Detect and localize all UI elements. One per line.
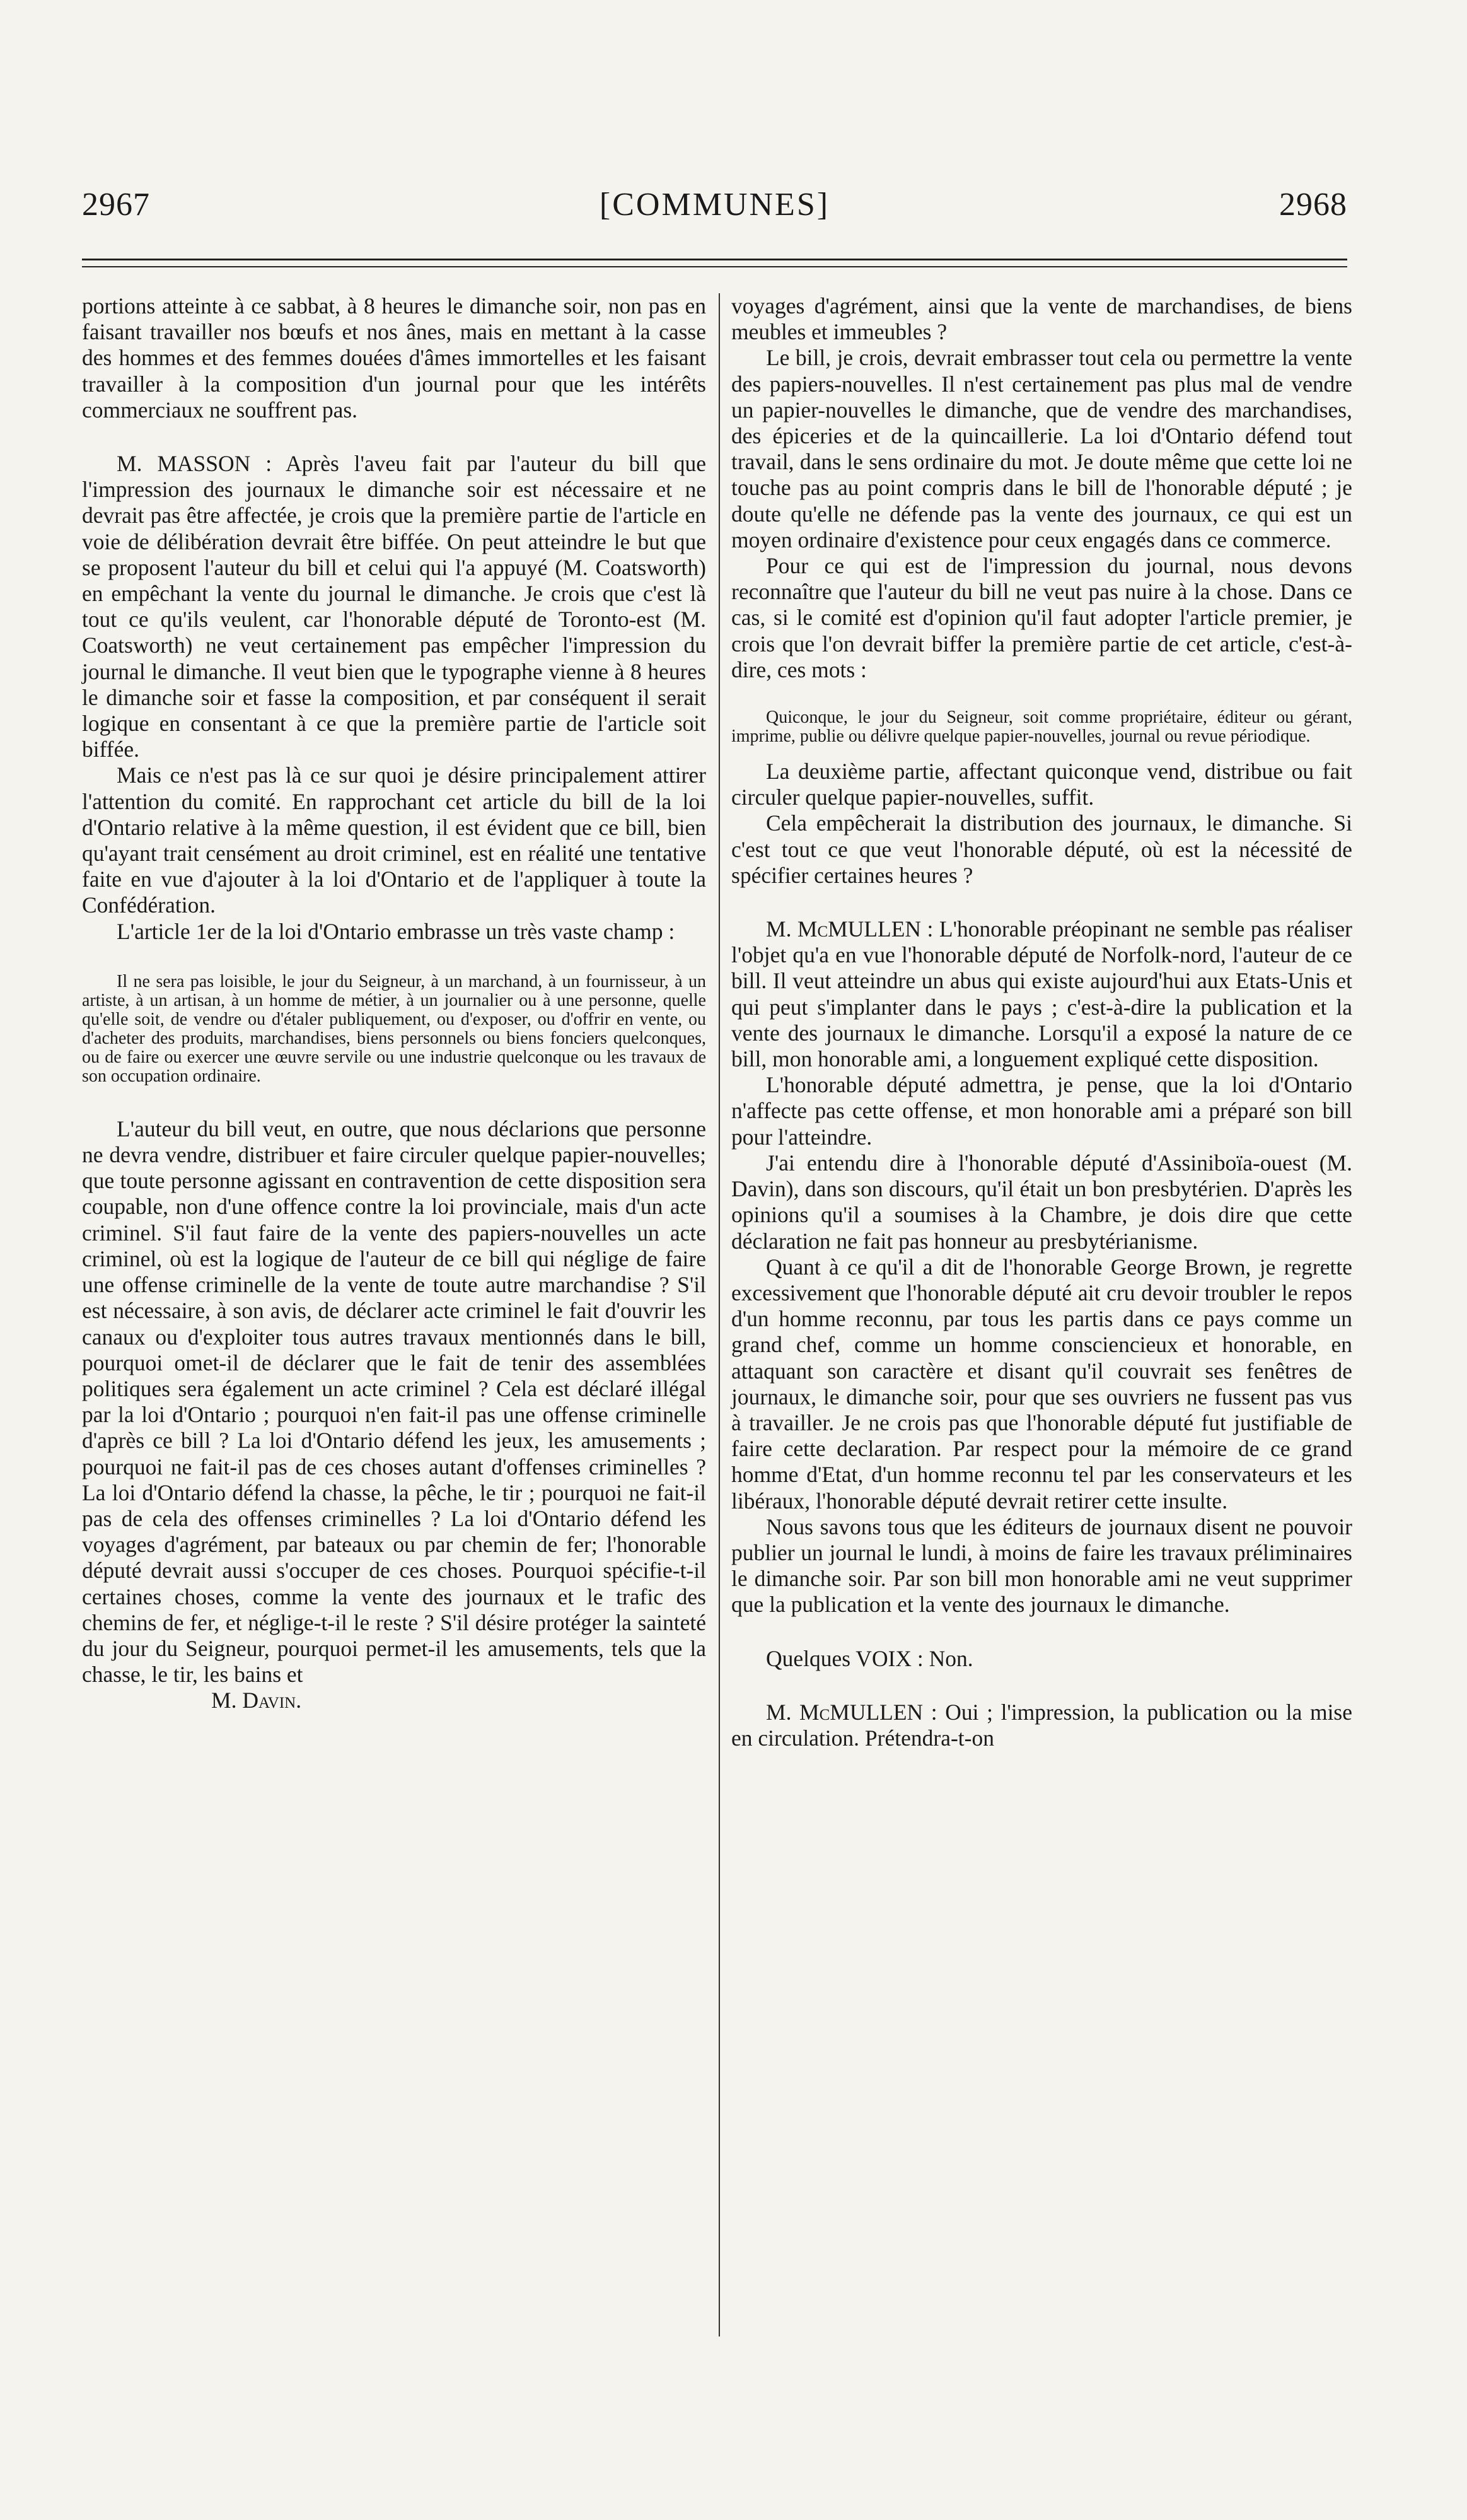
header-rule-bottom (82, 266, 1347, 267)
running-title: [COMMUNES] (599, 187, 830, 223)
page-number-right: 2968 (1279, 187, 1347, 223)
paragraph: J'ai entendu dire à l'honorable député d'Assiniboïa-ouest (M. Davin), dans son discours, qu'il était un bon presbytérien. D'après les opinions qu'il a soumises à la Chambre, je dois dire que cette déclaration ne fait pas honneur au presbytérianisme. (731, 1150, 1352, 1254)
paragraph: Le bill, je crois, devrait embrasser tout cela ou permettre la vente des papiers-nouvelles. Il n'est certainement pas plus mal de vendre un papier-nouvelles le dimanche, que de vendre des marchandises, des épiceries et de la quincaillerie. La loi d'Ontario défend tout travail, dans le sens ordinaire du mot. Je doute même que cette loi ne touche pas au point compris dans le bill de l'honorable député ; je doute qu'elle ne défende pas la vente des journaux, ce qui est un moyen ordinaire d'existence pour ceux engagés dans ce commerce. (731, 345, 1352, 552)
speaker-name: Quelques VOIX (766, 1645, 912, 1671)
paragraph: Pour ce qui est de l'impression du journal, nous devons reconnaître que l'auteur du bill ne veut pas nuire à la chose. Dans ce cas, si le comité est d'opinion qu'il faut adopter l'article premier, je crois que l'on devrait biffer la première partie de cet article, c'est-à-dire, ces mots : (731, 553, 1352, 682)
header-rule-top (82, 259, 1347, 260)
paragraph: Quant à ce qu'il a dit de l'honorable George Brown, je regrette excessivement que l'honorable député ait cru devoir troubler le repos d'un homme reconnu, par tous les partis dans ce pays comme un grand chef, comme un homme consciencieux et honorable, en attaquant son caractère et disant qu'il couvrait ses fenêtres de journaux, le dimanche soir, pour que ses ouvriers ne fussent pas vus à travailler. Je ne crois pas que l'honorable député fut justifiable de faire cette declaration. Par respect pour la mémoire de ce grand homme d'Etat, d'un homme reconnu tel par les conservateurs et les libéraux, l'honorable député devrait retirer cette insulte. (731, 1254, 1352, 1514)
paragraph: voyages d'agrément, ainsi que la vente de marchandises, de biens meubles et immeubles ? (731, 293, 1352, 345)
column-divider (719, 293, 720, 2336)
speech-text: : Après l'aveu fait par l'auteur du bill que l'impression des journaux le dimanche soir est nécessaire et ne devrait pas être affectée, je crois que la première partie de l'article en voie de délibération devrait être biffée. On peut atteindre le but que se proposent l'auteur du bill et celui qui l'a appuyé (M. Coatsworth) en empêchant la vente du journal le dimanche. Je crois que c'est là tout ce qu'ils veulent, car l'honorable député de Toronto-est (M. Coatsworth) ne veut certainement pas empêcher l'impression du journal le dimanche. Il veut bien que le typographe vienne à 8 heures le dimanche soir et fasse la composition, et par conséquent il serait logique en consentant à ce que la première partie de l'article soit biffée. (82, 451, 706, 762)
speaker-name: M. McMULLEN (766, 916, 922, 942)
paragraph: L'article 1er de la loi d'Ontario embrasse un très vaste champ : (117, 918, 675, 944)
paragraph (731, 916, 1352, 1072)
paragraph (82, 451, 706, 762)
paragraph: Cela empêcherait la distribution des journaux, le dimanche. Si c'est tout ce que veut l'honorable député, où est la nécessité de spécifier certaines heures ? (731, 810, 1352, 888)
paragraph: La deuxième partie, affectant quiconque vend, distribue ou fait circuler quelque papier-nouvelles, suffit. (731, 759, 1352, 810)
paragraph: Mais ce n'est pas là ce sur quoi je désire principalement attirer l'attention du comité. En rapprochant cet article du bill de la loi d'Ontario relative à la même question, il est évident que ce bill, bien qu'ayant trait censément au droit criminel, est en réalité une tentative faite en vue d'ajouter à la loi d'Ontario et de l'appliquer à toute la Confédération. (82, 762, 706, 918)
paragraph: portions atteinte à ce sabbat, à 8 heures le dimanche soir, non pas en faisant travailler nos bœufs et nos ânes, mais en mettant à la casse des hommes et des femmes douées d'âmes immortelles et les faisant travailler à la composition d'un journal pour que les intérêts commerciaux ne souffrent pas. (82, 293, 706, 423)
paragraph (731, 1700, 1352, 1751)
paragraph (731, 1646, 1352, 1672)
signature: M. Davin. (211, 1688, 302, 1713)
paragraph: L'honorable député admettra, je pense, que la loi d'Ontario n'affecte pas cette offense, et mon honorable ami a préparé son bill pour l'atteindre. (731, 1072, 1352, 1150)
paragraph: L'auteur du bill veut, en outre, que nous déclarions que personne ne devra vendre, distribuer et faire circuler quelque papier-nouvelles; que toute personne agissant en contravention de cette disposition sera coupable, non d'une offence contre la loi provinciale, mais d'un acte criminel. S'il faut faire de la vente des papiers-nouvelles un acte criminel, où est la logique de l'auteur de ce bill qui néglige de faire une offense criminelle de la vente de toute autre marchandise ? S'il est nécessaire, à son avis, de déclarer acte criminel le fait d'ouvrir les canaux ou d'exploiter tous autres travaux mentionnés dans le bill, pourquoi omet-il de déclarer que le fait de tenir des assemblées politiques sera également un acte criminel ? Cela est déclaré illégal par la loi d'Ontario ; pourquoi n'en fait-il pas une offense criminelle d'après ce bill ? La loi d'Ontario défend les jeux, les amusements ; pourquoi ne fait-il pas de ces choses autant d'offenses criminelles ? La loi d'Ontario défend la chasse, la pêche, le tir ; pourquoi ne fait-il pas de cela des offenses criminelles ? La loi d'Ontario défend les voyages d'agrément, par bateaux ou par chemin de fer; l'honorable député devrait aussi s'occuper de ces choses. Pourquoi spécifie-t-il certaines choses, comme la vente des journaux et le trafic des chemins de fer, et néglige-t-il le reste ? S'il désire protéger la sainteté du jour du Seigneur, pourquoi permet-il les amusements, tels que la chasse, le tir, les bains et (82, 1116, 706, 1688)
block-quote: Il ne sera pas loisible, le jour du Seigneur, à un marchand, à un fournisseur, à un artiste, à un artisan, à un homme de métier, à un journalier ou à une personne, quelle qu'elle soit, de vendre ou d'étaler publiquement, ou d'exposer, ou d'offrir en vente, ou d'acheter des produits, marchandises, biens personnels ou biens fonciers quelconques, ou de faire ou exercer une œuvre servile ou une industrie quelconque ou les travaux de son occupation ordinaire. (82, 971, 706, 1086)
paragraph: Nous savons tous que les éditeurs de journaux disent ne pouvoir publier un journal le lundi, à moins de faire les travaux préliminaires le dimanche soir. Par son bill mon honorable ami ne veut supprimer que la publication et la vente des journaux le dimanche. (731, 1514, 1352, 1618)
speech-text: : Non. (912, 1645, 973, 1671)
speech-text: : L'honorable préopinant ne semble pas réaliser l'objet qu'a en vue l'honorable député de Norfolk-nord, l'auteur de ce bill. Il veut atteindre un abus qui existe aujourd'hui aux Etats-Unis et qui peut s'implanter dans le pays ; c'est-à-dire la publication et la vente des journaux le dimanche. Lorsqu'il a exposé la nature de ce bill, mon honorable ami, a longuement expliqué cette disposition. (731, 916, 1352, 1072)
left-column (82, 293, 706, 1714)
block-quote: Quiconque, le jour du Seigneur, soit comme propriétaire, éditeur ou gérant, imprime, publie ou délivre quelque papier-nouvelles, journal ou revue périodique. (731, 708, 1352, 747)
page-header (82, 186, 1347, 236)
speaker-name: M. MASSON (117, 451, 251, 477)
speech-text: : Oui ; l'impression, la publication ou la mise en circulation. Prétendra-t-on (731, 1699, 1352, 1751)
page-number-left: 2967 (82, 187, 150, 223)
right-column (731, 293, 1352, 1751)
speaker-name: M. McMULLEN (766, 1699, 924, 1725)
